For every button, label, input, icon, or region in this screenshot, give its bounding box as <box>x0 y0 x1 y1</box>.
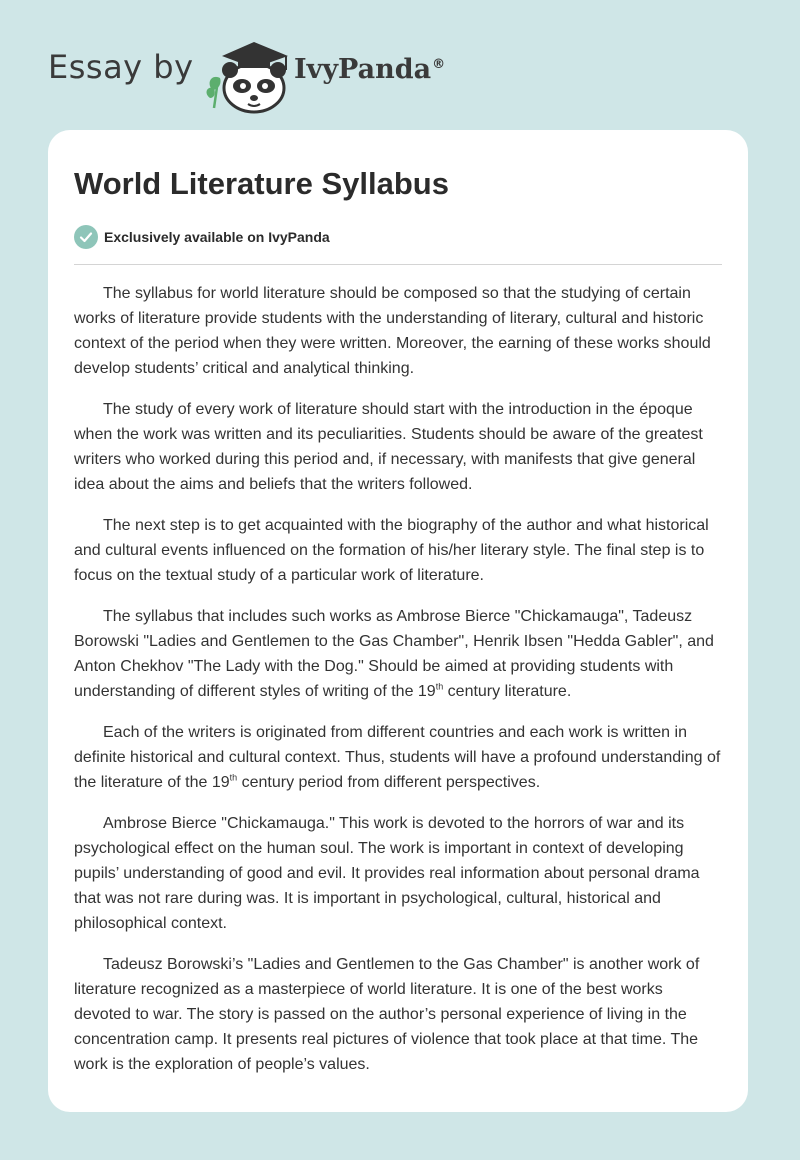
essay-body <box>74 281 722 1077</box>
paragraph: Ambrose Bierce "Chickamauga." This work is devoted to the horrors of war and its psychological effect on the human soul. The work is important in context of developing pupils’ understanding of good and evil. It provides real information about personal drama that was not rare during was. It is important in psychological, cultural, historical and philosophical context. <box>74 815 700 932</box>
paragraph: Tadeusz Borowski’s "Ladies and Gentlemen to the Gas Chamber" is another work of literature recognized as a masterpiece of world literature. It is one of the best works devoted to war. The story is passed on the author’s personal experience of living in the concentration camp. It presents real pictures of violence that took place at that time. The work is the exploration of people’s values. <box>74 956 700 1073</box>
badge-label: Exclusively available on IvyPanda <box>104 229 330 245</box>
divider <box>74 264 722 265</box>
paragraph: The syllabus that includes such works as Ambrose Bierce "Chickamauga", Tadeusz Borowski "Ladies and Gentlemen to the Gas Chamber", Henrik Ibsen "Hedda Gabler", and Anton Chekhov "The Lady with the Dog." Should be aimed at providing students with understanding of different styles of writing of the 19th century literature. <box>74 608 714 700</box>
panda-graduate-icon[interactable] <box>202 36 294 114</box>
paragraph: The next step is to get acquainted with the biography of the author and what historical and cultural events influenced on the formation of his/her literary style. The final step is to focus on the textual study of a particular work of literature. <box>74 517 709 584</box>
registered-mark: ® <box>432 57 446 72</box>
brand-prefix: Essay by <box>48 48 194 86</box>
superscript: th <box>435 681 444 692</box>
page-title: World Literature Syllabus <box>74 166 449 201</box>
site-header <box>48 30 748 110</box>
paragraph: The syllabus for world literature should be composed so that the studying of certain works of literature provide students with the understanding of literary, cultural and historic context of the period when they were written. Moreover, the earning of these works should develop students’ critical and analytical thinking. <box>74 285 711 377</box>
paragraph: Each of the writers is originated from different countries and each work is written in definite historical and cultural context. Thus, students will have a profound understanding of the literature of the 19th century period from different perspectives. <box>74 724 721 791</box>
exclusive-badge <box>74 224 722 250</box>
essay-card <box>48 130 748 1112</box>
brand-name[interactable]: IvyPanda® <box>294 54 446 85</box>
check-circle-icon <box>74 225 98 249</box>
superscript: th <box>229 772 238 783</box>
paragraph: The study of every work of literature should start with the introduction in the époque when the work was written and its peculiarities. Students should be aware of the greatest writers who worked during this period and, if necessary, with manifests that give general idea about the aims and beliefs that the writers followed. <box>74 401 703 493</box>
